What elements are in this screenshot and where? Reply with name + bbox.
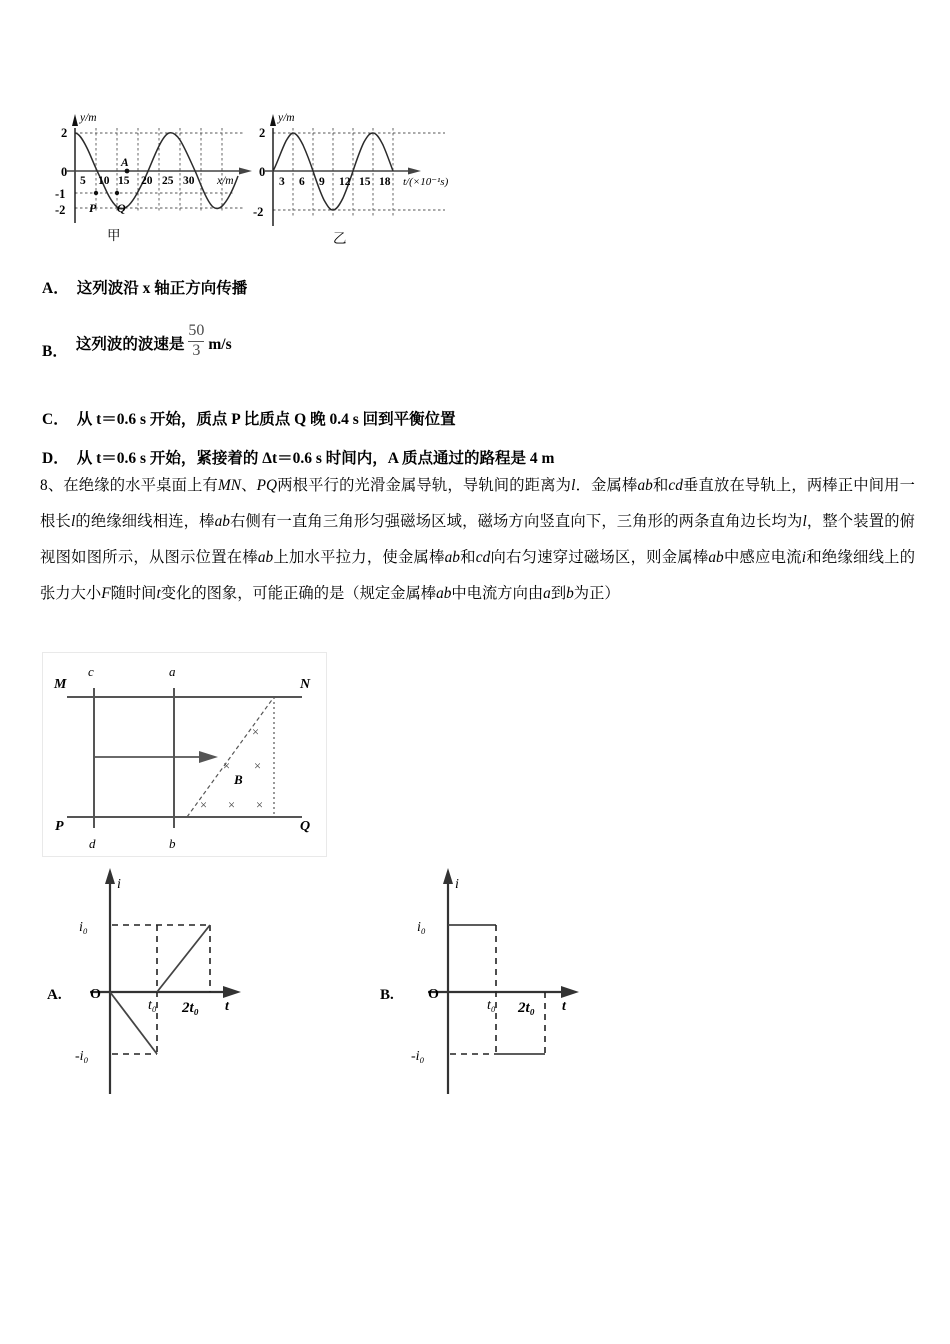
- field-cross: ×: [256, 798, 264, 812]
- q8-bar-cd1: cd: [668, 477, 683, 494]
- graph-a-ytick-pos: i₀: [79, 920, 88, 935]
- q8-bar-ab2: ab: [214, 512, 230, 530]
- q8-seg3: ．金属棒: [575, 477, 638, 494]
- right-xtick-15: 15: [359, 176, 371, 188]
- left-xtick-5: 5: [80, 175, 86, 187]
- fraction-denominator: 3: [192, 342, 201, 360]
- option-b-suffix: m/s: [208, 335, 232, 353]
- q8-seg14: 随时间: [110, 584, 157, 602]
- label-P: P: [55, 819, 64, 834]
- left-y-axis-label: y/m: [80, 112, 97, 124]
- label-M: M: [54, 677, 67, 692]
- q8-var-f: F: [101, 584, 111, 602]
- q8-seg12: 中感应电流: [723, 548, 802, 566]
- q8-seg9: 上加水平拉力，使金属棒: [273, 548, 445, 566]
- q8-seg1: 在绝缘的水平桌面上有: [63, 477, 219, 494]
- graph-b-xtick-1: t₀: [487, 998, 496, 1013]
- right-ytick-0: 0: [259, 165, 266, 179]
- label-b: b: [169, 836, 176, 851]
- q8-var-l3: l: [802, 512, 807, 530]
- left-x-axis-label: x/m: [217, 175, 234, 187]
- q8-seg4: 和: [652, 477, 669, 494]
- graph-a-x-axis-label: t: [225, 999, 229, 1014]
- option-c-text: 从 t＝0.6 s 开始，质点 P 比质点 Q 晚 0.4 s 回到平衡位置: [76, 410, 456, 428]
- rail-diagram-svg: [42, 652, 327, 857]
- q8-number: 8、: [40, 477, 64, 494]
- q8-bar-ab1: ab: [637, 477, 653, 494]
- right-xtick-9: 9: [319, 176, 325, 188]
- left-wave-graph: [55, 112, 252, 243]
- label-B-field: B: [234, 772, 243, 787]
- label-Q: Q: [300, 819, 311, 834]
- option-b-label: B．: [42, 342, 68, 360]
- label-c: c: [88, 664, 94, 679]
- left-xtick-20: 20: [141, 175, 153, 187]
- label-N: N: [300, 677, 311, 692]
- answer-graph-a-svg: [45, 862, 345, 1107]
- graph-b-ytick-pos: i₀: [417, 920, 426, 935]
- q8-bar-ab5: ab: [708, 548, 724, 566]
- q8-seg15: 变化的图象，可能正确的是（规定金属棒: [160, 584, 437, 602]
- right-xtick-6: 6: [299, 176, 305, 188]
- q8-rail-pq: PQ: [256, 477, 278, 494]
- graph-a-y-arrow-icon: [105, 868, 115, 884]
- graph-b-x-arrow-icon: [561, 986, 579, 998]
- graph-a-ytick-neg: -i₀: [75, 1049, 89, 1064]
- option-c-row: [42, 408, 922, 431]
- q8-seg11: 向右匀速穿过磁场区，则金属棒: [490, 548, 709, 566]
- q8-seg6: 的绝缘细线相连，棒: [75, 512, 215, 530]
- q8-bar-cd2: cd: [475, 548, 491, 566]
- q8-rail-mn: MN: [218, 477, 241, 494]
- graph-b-origin: O: [428, 987, 439, 1002]
- option-b-prefix: 这列波的波速是: [75, 335, 185, 353]
- q8-seg10: 和: [459, 548, 476, 566]
- q8-var-l2: l: [70, 512, 76, 530]
- option-c-label: C．: [42, 410, 69, 428]
- option-d-text: 从 t＝0.6 s 开始，紧接着的 Δt＝0.6 s 时间内，A 质点通过的路程是 4 m: [76, 450, 555, 468]
- q8-var-t: t: [156, 584, 161, 602]
- point-A-marker: [125, 169, 130, 174]
- q8-var-a: a: [543, 584, 551, 602]
- fraction-numerator: 50: [188, 322, 205, 340]
- point-Q-marker: [115, 191, 119, 195]
- graph-b-x-axis-label: t: [562, 999, 566, 1014]
- answer-graph-a: [45, 862, 345, 1107]
- graph-a-segment-2: [157, 925, 210, 992]
- options-list: [42, 277, 922, 488]
- right-xtick-12: 12: [339, 176, 351, 188]
- q8-seg16: 中电流方向由: [451, 584, 544, 602]
- left-ytick-2: 2: [61, 126, 68, 140]
- right-wave-graph: [253, 112, 449, 246]
- graph-a-y-axis-label: i: [117, 877, 121, 892]
- left-xtick-15: 15: [118, 175, 130, 187]
- field-cross: ×: [228, 798, 236, 812]
- right-y-axis-label: y/m: [278, 112, 295, 124]
- q8-dun1: 、: [240, 477, 257, 494]
- q8-bar-ab4: ab: [444, 548, 460, 566]
- wave-figure: [45, 88, 475, 248]
- answer-b-label: B.: [380, 987, 394, 1003]
- rail-diagram: [42, 652, 327, 857]
- wave-speed-fraction: [188, 323, 204, 360]
- point-A-label: A: [121, 157, 129, 169]
- q8-seg18: 为正）: [573, 584, 620, 602]
- option-a-text: 这列波沿 x 轴正方向传播: [76, 280, 248, 297]
- q8-seg17: 到: [550, 584, 567, 602]
- right-xtick-3: 3: [279, 176, 285, 188]
- answer-graph-b-svg: [378, 862, 678, 1107]
- q8-bar-ab6: ab: [436, 584, 452, 602]
- point-P-label: P: [89, 201, 97, 215]
- point-Q-label: Q: [117, 201, 126, 215]
- q8-bar-ab3: ab: [257, 548, 274, 566]
- graph-b-y-axis-label: i: [455, 877, 459, 892]
- left-ytick-n2: -2: [55, 203, 66, 217]
- label-d: d: [89, 836, 96, 851]
- point-P-marker: [94, 191, 98, 195]
- q8-var-b: b: [566, 584, 574, 602]
- left-ytick-0: 0: [61, 165, 68, 179]
- left-xtick-10: 10: [98, 175, 110, 187]
- left-graph-caption: 甲: [107, 228, 121, 243]
- right-ytick-n2: -2: [253, 205, 264, 219]
- q8-var-l1: l: [571, 477, 576, 494]
- option-b-row: [42, 322, 922, 363]
- option-d-label: D．: [42, 450, 69, 468]
- field-cross: ×: [254, 759, 262, 773]
- option-a-row: [42, 277, 922, 300]
- option-a-label: A．: [42, 280, 69, 297]
- field-cross: ×: [252, 725, 260, 739]
- right-ytick-2: 2: [259, 126, 266, 140]
- graph-a-xtick-1: t₀: [148, 998, 157, 1013]
- q8-seg5: 垂直放在导轨上，两棒正中间用一根长: [40, 477, 915, 530]
- left-xtick-30: 30: [183, 175, 195, 187]
- wave-figure-svg: [45, 88, 475, 248]
- left-xtick-25: 25: [162, 175, 174, 187]
- field-cross: ×: [200, 798, 208, 812]
- right-graph-caption: 乙: [333, 231, 347, 246]
- graph-b-ytick-neg: -i₀: [411, 1049, 425, 1064]
- graph-a-origin: O: [90, 987, 101, 1002]
- graph-a-xtick-2: 2t₀: [182, 1000, 199, 1016]
- field-cross: ×: [223, 759, 231, 773]
- answer-a-label: A.: [47, 987, 62, 1003]
- question-8-text: [40, 468, 915, 612]
- answer-graph-b: [378, 862, 678, 1107]
- right-xtick-18: 18: [379, 176, 391, 188]
- q8-seg7: 右侧有一直角三角形匀强磁场区域，磁场方向竖直向下，三角形的两条直角边长均为: [229, 512, 803, 530]
- q8-seg13: 和绝缘细线上的张力大小: [40, 548, 915, 602]
- graph-b-y-arrow-icon: [443, 868, 453, 884]
- right-x-axis-label: t/(×10⁻¹s): [403, 176, 449, 188]
- option-d-row: [42, 447, 922, 470]
- q8-seg2: 两根平行的光滑金属导轨，导轨间的距离为: [277, 477, 572, 494]
- label-a: a: [169, 664, 176, 679]
- left-ytick-n1: -1: [55, 187, 66, 201]
- graph-b-xtick-2: 2t₀: [518, 1000, 535, 1016]
- q8-var-i: i: [801, 548, 807, 566]
- graph-a-x-arrow-icon: [223, 986, 241, 998]
- q8-seg8: ，整个装置的俯视图如图所示，从图示位置在棒: [40, 512, 915, 566]
